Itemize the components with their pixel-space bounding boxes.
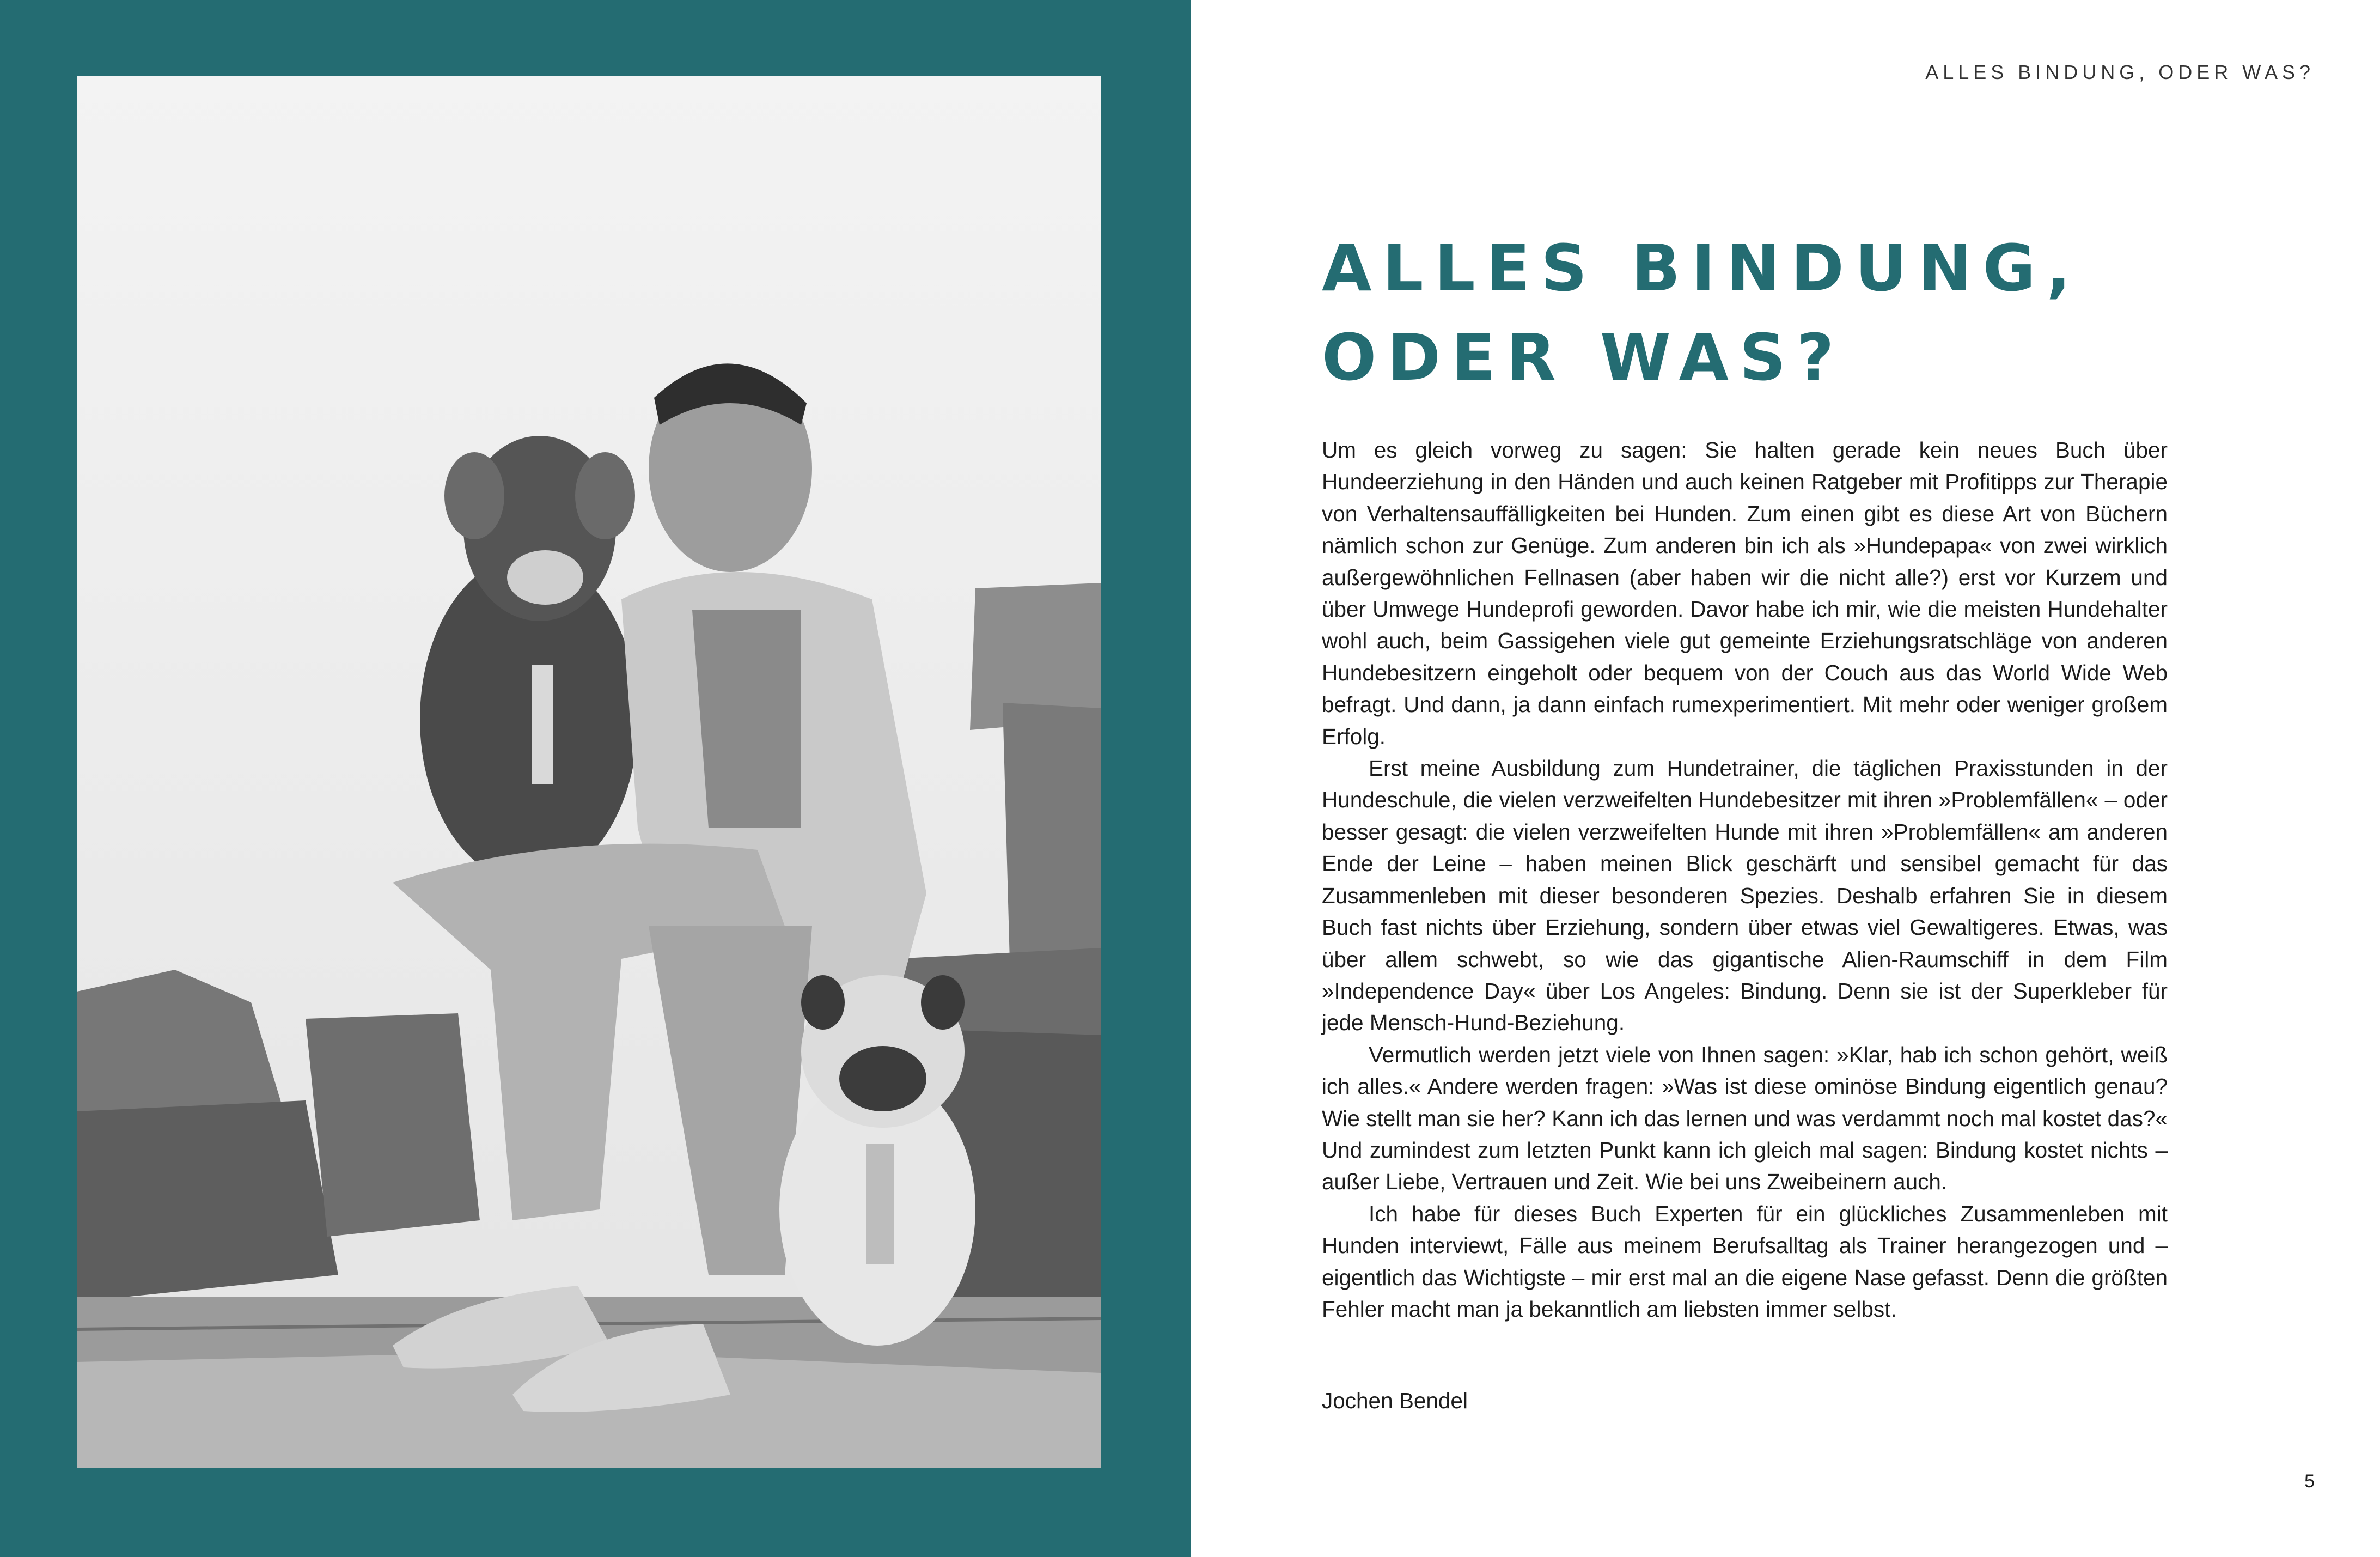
running-header: ALLES BINDUNG, ODER WAS? [1925, 61, 2315, 83]
rock [306, 1013, 480, 1237]
paragraph: Vermutlich werden jetzt viele von Ihnen sagen: »Klar, hab ich schon gehört, weiß ich alles.« Andere werden fragen: »Was ist diese ominöse Bindung eigentlich genau? Wie stellt man sie her? Kann ich das lernen und was verdammt noch mal kostet das?« Und zumindest zum letzten Punkt kann ich gleich mal sagen: Bindung kostet nichts – außer Liebe, Vertrauen und Zeit. Wie bei uns Zweibeinern auch. [1322, 1042, 2168, 1195]
text-page [1191, 0, 2380, 1557]
rock [77, 1100, 338, 1302]
author-with-dogs-illustration [77, 76, 1101, 1468]
harness [532, 665, 553, 784]
author-signature: Jochen Bendel [1322, 1388, 1468, 1413]
paragraph: Ich habe für dieses Buch Experten für ein glückliches Zusammenleben mit Hunden interviewt, Fälle aus meinem Berufsalltag als Trainer herangezogen und – eigentlich das Wichtigste – mir erst mal an die eigene Nase gefasst. Denn die größten Fehler macht man ja bekanntlich am liebsten immer selbst. [1322, 1201, 2168, 1322]
chapter-title-line-1: ALLES BINDUNG, [1322, 230, 2082, 306]
page-number: 5 [2304, 1471, 2315, 1492]
body-text [1322, 434, 2168, 1325]
author-photo [77, 76, 1101, 1468]
chapter-title-line-2: ODER WAS? [1322, 320, 1845, 395]
paragraph: Erst meine Ausbildung zum Hundetrainer, die täglichen Praxisstunden in der Hundeschule, die vielen verzweifelten Hundebesitzer mit ihren »Problemfällen« – oder besser gesagt: die vielen verzweifelten Hunde mit ihren »Problemfällen« am anderen Ende der Leine – haben meinen Blick geschärft und sensibel gemacht für das Zusammenleben mit dieser besonderen Spezies. Deshalb erfahren Sie in diesem Buch fast nichts über Erziehung, sondern über etwas viel Gewaltigeres. Etwas, was über allem schwebt, so wie das gigantische Alien-Raumschiff in dem Film »Independence Day« über Los Angeles: Bindung. Denn sie ist der Superkleber für jede Mensch-Hund-Beziehung. [1322, 756, 2168, 1036]
paragraph: Um es gleich vorweg zu sagen: Sie halten gerade kein neues Buch über Hundeerziehung in den Händen und auch keinen Ratgeber mit Profitipps zur Therapie von Verhaltensauffälligkeiten bei Hunden. Zum einen gibt es diese Art von Büchern nämlich schon zur Genüge. Zum anderen bin ich als »Hundepapa« von zwei wirklich außergewöhnlichen Fellnasen (aber haben wir die nicht alle?) erst vor Kurzem und über Umwege Hundeprofi geworden. Davor habe ich mir, wie die meisten Hundehalter wohl auch, beim Gassigehen viele gut gemeinte Erziehungsratschläge von anderen Hundebesitzern eingeholt oder bequem von der Couch aus das World Wide Web befragt. Und dann, ja dann einfach rumexperimentiert. Mit mehr oder weniger großem Erfolg. [1322, 437, 2168, 749]
chapter-title [1322, 223, 2193, 402]
